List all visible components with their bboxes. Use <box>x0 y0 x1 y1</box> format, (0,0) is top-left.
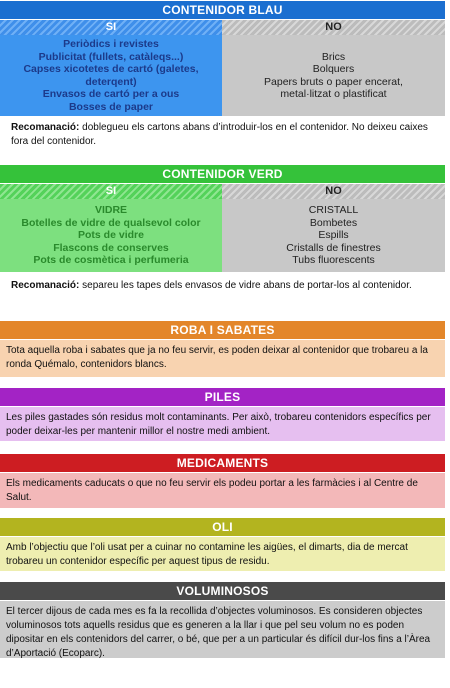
verd-si-header: SI <box>0 184 222 199</box>
list-item: Pots de vidre <box>78 229 144 242</box>
blau-rec-text: doblegueu els cartons abans d’introduir-los en el contenidor. No deixeu caixes fora del contenidor. <box>11 122 428 147</box>
list-item: Publicitat (fullets, catàleqs...) <box>38 50 184 63</box>
blau-recommendation <box>11 121 439 149</box>
piles-section-text: Les piles gastades són residus molt contaminants. Per això, trobareu contenidors específics per poder deixar-les per mantenir millor el nostre medi ambient. <box>0 407 445 441</box>
blau-no-header: NO <box>222 20 445 35</box>
medicaments-section-title: MEDICAMENTS <box>0 454 445 472</box>
list-item: Brics <box>321 50 346 63</box>
list-item: Tubs fluorescents <box>292 254 375 267</box>
blau-section-title <box>0 1 445 19</box>
medicaments-section-text: Els medicaments caducats o que no feu servir els podeu portar a les farmàcies i al Centre de Salut. <box>0 473 445 508</box>
oli-section-text: Amb l’objectiu que l’oli usat per a cuinar no contamine les aigües, el dimarts, dia de mercat trobareu un contenidor específic per aquest tipus de residu. <box>0 537 445 571</box>
verd-section-title <box>0 165 445 183</box>
list-item: Botelles de vidre de qualsevol color <box>21 216 201 229</box>
verd-rec-label: Recomanació: <box>11 280 80 291</box>
list-item: Capses xicotetes de cartó (galetes, <box>23 63 199 75</box>
list-item: Bosses de paper <box>68 100 154 113</box>
oli-section-title: OLI <box>0 518 445 536</box>
list-item: deterqent) <box>85 75 137 88</box>
verd-si-list <box>0 199 222 272</box>
list-item: Envasos de cartó per a ous <box>42 88 180 100</box>
verd-tab-row <box>0 184 445 199</box>
verd-title-prefix: CONTENIDOR <box>162 167 249 181</box>
list-item: Bolquers <box>312 63 355 75</box>
voluminosos-section-text: El tercer dijous de cada mes es fa la recollida d’objectes voluminosos. Es consideren objectes voluminosos tots aquells residus que es generen a la llar i que pel seu volum no es poden dipositar en els contenidors del carrer, o bé, que per a un particular és difícil dur-los fins a l’Àrea d’Aportació (Ecoparc). <box>0 601 445 658</box>
roba-section-text: Tota aquella roba i sabates que ja no feu servir, es poden deixar al contenidor que trobareu a la ronda Quémalo, contenidors blancs. <box>0 340 445 377</box>
list-item: Espills <box>318 229 349 242</box>
blau-columns <box>0 35 445 116</box>
verd-recommendation <box>11 279 439 293</box>
list-item: Periòdics i revistes <box>63 38 159 50</box>
piles-section-title: PILES <box>0 388 445 406</box>
voluminosos-section-title: VOLUMINOSOS <box>0 582 445 600</box>
verd-no-list <box>222 199 445 272</box>
blau-tab-row <box>0 20 445 35</box>
blau-rec-label: Recomanació: <box>11 122 80 133</box>
verd-rec-text: separeu les tapes dels envasos de vidre abans de portar-los al contenidor. <box>79 280 412 291</box>
list-item: VIDRE <box>94 204 128 217</box>
blau-no-list <box>222 35 445 116</box>
list-item: Pots de cosmètica i perfumeria <box>33 254 189 267</box>
verd-columns <box>0 199 445 272</box>
roba-section-title: ROBA I SABATES <box>0 321 445 339</box>
blau-title-color: BLAU <box>248 3 283 17</box>
list-item: Bombetes <box>309 216 358 229</box>
blau-si-list <box>0 35 222 116</box>
list-item: metal·litzat o plastificat <box>280 88 387 100</box>
verd-no-header: NO <box>222 184 445 199</box>
blau-si-header: SI <box>0 20 222 35</box>
blau-title-prefix: CONTENIDOR <box>162 3 249 17</box>
list-item: CRISTALL <box>308 204 359 217</box>
list-item: Papers bruts o paper encerat, <box>264 75 403 88</box>
verd-title-color: VERD <box>248 167 283 181</box>
list-item: Flascons de conserves <box>53 241 169 254</box>
list-item: Cristalls de finestres <box>286 241 381 254</box>
